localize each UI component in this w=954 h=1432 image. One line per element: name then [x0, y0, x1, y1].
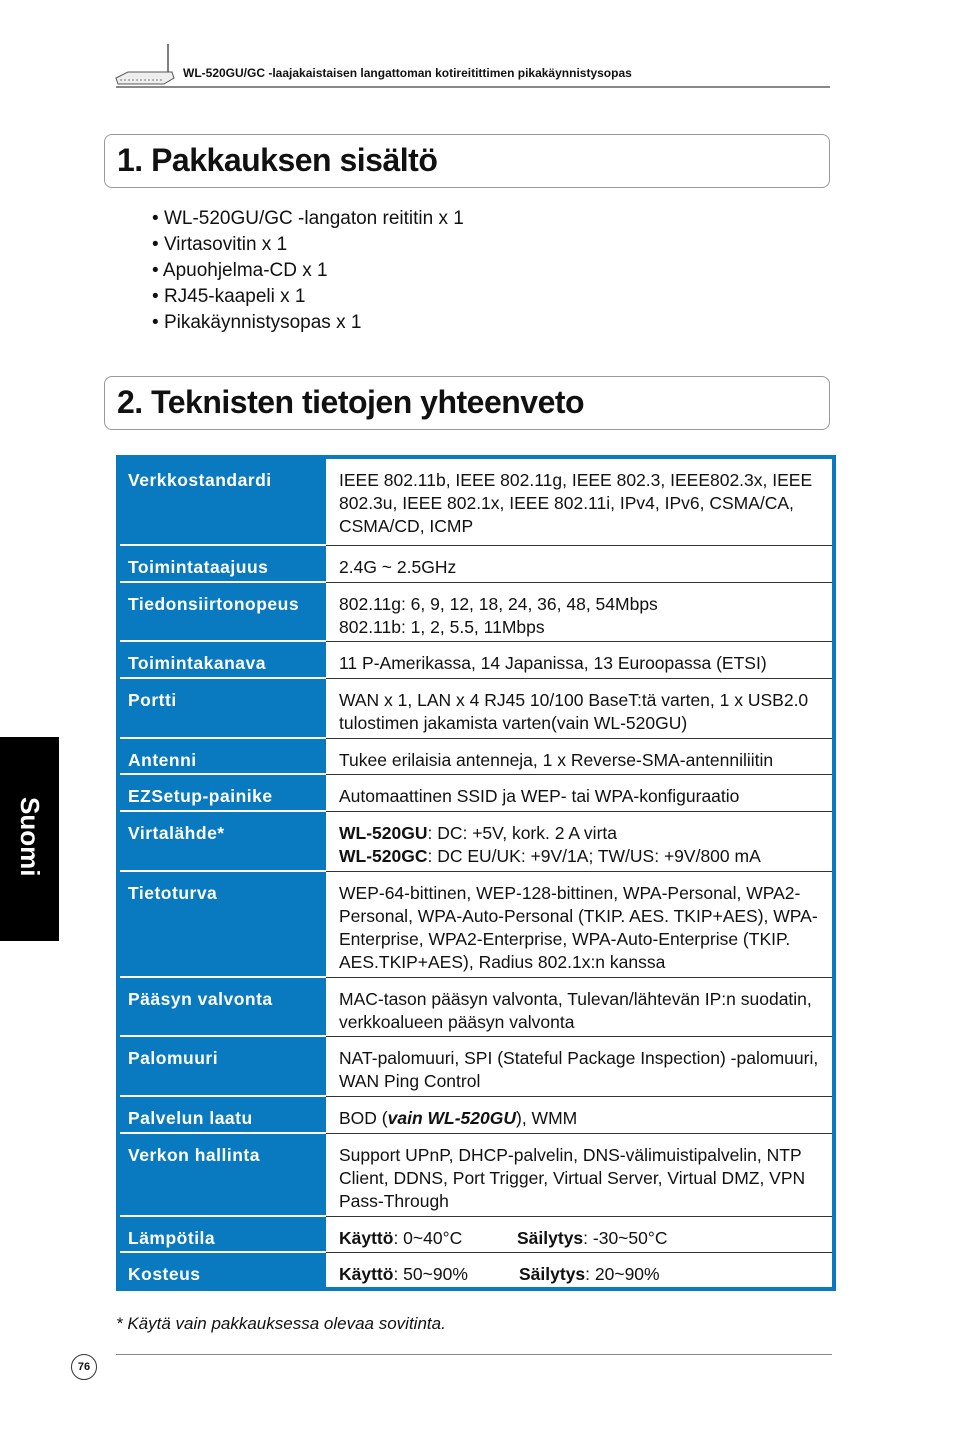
model-name: WL-520GU: [339, 822, 428, 843]
spec-value: 11 P-Amerikassa, 14 Japanissa, 13 Euroopassa (ETSI): [326, 641, 834, 678]
footer-divider: [116, 1354, 832, 1355]
header-title: WL-520GU/GC -laajakaistaisen langattoman kotireitittimen pikakäynnistysopas: [183, 66, 632, 80]
spec-label: Verkon hallinta: [118, 1133, 326, 1216]
table-row: [118, 1216, 834, 1252]
spec-label: Palvelun laatu: [118, 1096, 326, 1133]
operating-label: Käyttö: [339, 1263, 394, 1284]
operating-value: : 0~40°C: [393, 1227, 463, 1248]
table-row: [118, 582, 834, 641]
section-2-title: 2. Teknisten tietojen yhteenveto: [117, 384, 585, 420]
spec-line: 802.11g: 6, 9, 12, 18, 24, 36, 48, 54Mbps: [339, 593, 658, 614]
list-item: • RJ45-kaapeli x 1: [152, 284, 464, 310]
language-tab: [0, 737, 59, 941]
table-row: [118, 641, 834, 678]
header-divider: [116, 86, 830, 88]
qos-text: ), WMM: [516, 1107, 578, 1128]
spec-label: Pääsyn valvonta: [118, 977, 326, 1036]
spec-value: Automaattinen SSID ja WEP- tai WPA-konfiguraatio: [326, 774, 834, 811]
spec-value: Tukee erilaisia antenneja, 1 x Reverse-SMA-antenniliitin: [326, 738, 834, 774]
list-item: • Pikakäynnistysopas x 1: [152, 310, 464, 336]
storage-label: Säilytys: [519, 1263, 586, 1284]
list-item: • WL-520GU/GC -langaton reititin x 1: [152, 206, 464, 232]
table-row: [118, 977, 834, 1036]
spec-label: Virtalähde*: [118, 811, 326, 871]
model-name: WL-520GC: [339, 845, 428, 866]
spec-label: Toimintakanava: [118, 641, 326, 678]
qos-text: BOD (: [339, 1107, 388, 1128]
table-row: [118, 738, 834, 774]
table-row: [118, 678, 834, 738]
spec-value: IEEE 802.11b, IEEE 802.11g, IEEE 802.3, IEEE802.3x, IEEE 802.3u, IEEE 802.1x, IEEE 802.11i, IPv4, IPv6, CSMA/CA, CSMA/CD, ICMP: [326, 457, 834, 545]
spec-label: Kosteus: [118, 1252, 326, 1289]
footnote: * Käytä vain pakkauksessa olevaa sovitinta.: [116, 1314, 446, 1333]
spec-label: Palomuuri: [118, 1036, 326, 1096]
table-row: [118, 1133, 834, 1216]
qos-text: vain: [387, 1107, 428, 1128]
table-row: [118, 1036, 834, 1096]
operating-label: Käyttö: [339, 1227, 394, 1248]
spec-label: EZSetup-painike: [118, 774, 326, 811]
table-row: [118, 457, 834, 545]
table-row: [118, 545, 834, 582]
table-row: [118, 774, 834, 811]
spec-label: Lämpötila: [118, 1216, 326, 1252]
spec-value: Support UPnP, DHCP-palvelin, DNS-välimuistipalvelin, NTP Client, DDNS, Port Trigger, Virtual Server, Virtual DMZ, VPN Pass-Through: [326, 1133, 834, 1216]
router-icon: [114, 44, 176, 88]
spec-value: [326, 1252, 834, 1289]
list-item: • Virtasovitin x 1: [152, 232, 464, 258]
section-1-box: [104, 134, 830, 188]
spec-label: Toimintataajuus: [118, 545, 326, 582]
table-row: [118, 811, 834, 871]
storage-value: : -30~50°C: [583, 1227, 668, 1248]
spec-label: Verkkostandardi: [118, 457, 326, 545]
spec-value: 2.4G ~ 2.5GHz: [326, 545, 834, 582]
spec-label: Antenni: [118, 738, 326, 774]
package-contents-list: [152, 206, 464, 336]
table-row: [118, 1096, 834, 1133]
page-number: 76: [71, 1354, 97, 1380]
spec-table: [116, 455, 836, 1291]
language-label: Suomi: [15, 797, 45, 877]
spec-label: Tiedonsiirtonopeus: [118, 582, 326, 641]
spec-value: [326, 811, 834, 871]
spec-value: MAC-tason pääsyn valvonta, Tulevan/lähtevän IP:n suodatin, verkkoalueen pääsyn valvonta: [326, 977, 834, 1036]
spec-value: [326, 1216, 834, 1252]
spec-value: [326, 1096, 834, 1133]
spec-value: WEP-64-bittinen, WEP-128-bittinen, WPA-Personal, WPA2-Personal, WPA-Auto-Personal (TKIP. AES. TKIP+AES), WPA-Enterprise, WPA2-Enterprise, WPA-Auto-Enterprise (TKIP. AES.TKIP+AES), Radius 802.1x:n kanssa: [326, 871, 834, 977]
spec-label: Portti: [118, 678, 326, 738]
spec-value: [326, 582, 834, 641]
power-spec: : DC EU/UK: +9V/1A; TW/US: +9V/800 mA: [427, 845, 761, 866]
list-item: • Apuohjelma-CD x 1: [152, 258, 464, 284]
operating-value: : 50~90%: [393, 1263, 468, 1284]
power-spec: : DC: +5V, kork. 2 A virta: [427, 822, 617, 843]
section-1-title: 1. Pakkauksen sisältö: [117, 142, 438, 178]
section-2-box: [104, 376, 830, 430]
storage-label: Säilytys: [517, 1227, 584, 1248]
spec-value: NAT-palomuuri, SPI (Stateful Package Inspection) -palomuuri, WAN Ping Control: [326, 1036, 834, 1096]
storage-value: : 20~90%: [585, 1263, 660, 1284]
table-row: [118, 871, 834, 977]
spec-label: Tietoturva: [118, 871, 326, 977]
spec-value: WAN x 1, LAN x 4 RJ45 10/100 BaseT:tä varten, 1 x USB2.0 tulostimen jakamista varten(vain WL-520GU): [326, 678, 834, 738]
table-row: [118, 1252, 834, 1289]
spec-line: 802.11b: 1, 2, 5.5, 11Mbps: [339, 616, 545, 637]
model-name: WL-520GU: [427, 1107, 516, 1128]
